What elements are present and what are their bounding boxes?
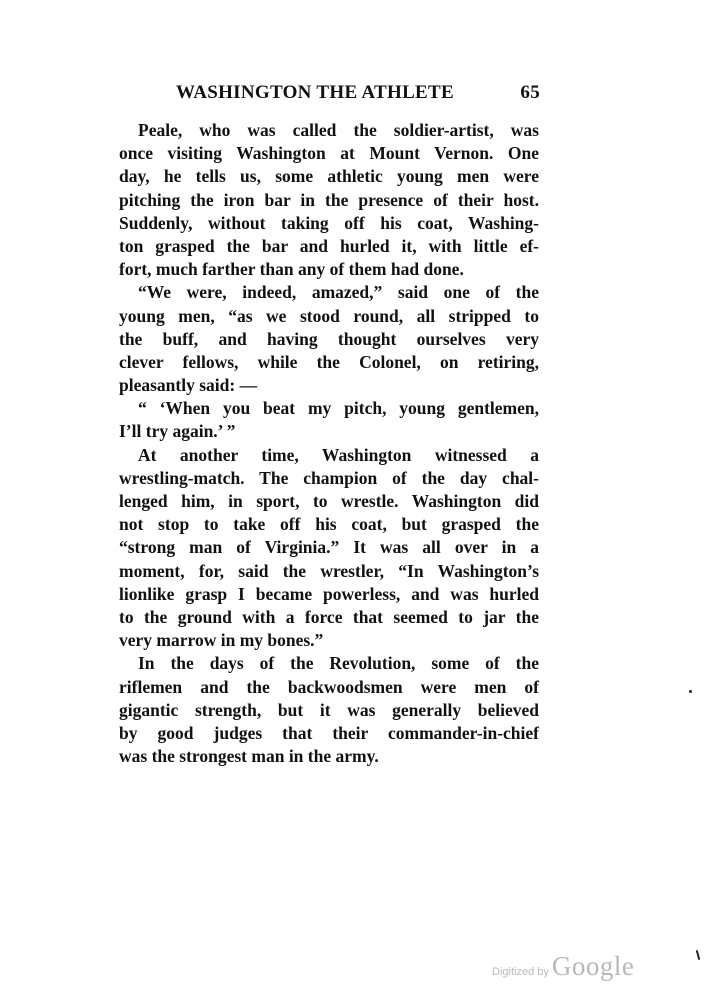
text-line: lenged him, in sport, to wrestle. Washington did: [119, 491, 539, 511]
text-line: was the strongest man in the army.: [119, 746, 379, 767]
text-line: day, he tells us, some athletic young men were: [119, 166, 539, 187]
text-line: ton grasped the bar and hurled it, with little ef-: [119, 235, 539, 256]
running-title: WASHINGTON THE ATHLETE: [176, 82, 454, 103]
text-line: Peale, who was called the soldier-artist, was: [138, 120, 539, 140]
text-line: gigantic strength, but it was generally believed: [119, 699, 539, 720]
text-line: At another time, Washington witnessed a: [138, 444, 539, 465]
watermark-brand: Google: [551, 951, 635, 981]
text-line: fort, much farther than any of them had done.: [119, 259, 464, 280]
page-number: 65: [520, 82, 540, 103]
text-line: not stop to take off his coat, but grasped the: [119, 514, 539, 535]
text-line: Suddenly, without taking off his coat, Washing-: [119, 212, 539, 233]
text-line: very marrow in my bones.”: [119, 630, 324, 651]
text-line: “ ‘When you beat my pitch, young gentlemen,: [138, 398, 539, 419]
text-line: the buff, and having thought ourselves very: [119, 328, 539, 349]
scan-mark: [696, 950, 701, 960]
body-text: [119, 119, 539, 768]
text-line: by good judges that their commander-in-chief: [119, 722, 539, 743]
text-line: pleasantly said: —: [119, 375, 258, 396]
text-line: “strong man of Virginia.” It was all over in a: [119, 537, 539, 558]
text-line: young men, “as we stood round, all stripped to: [119, 305, 539, 326]
text-line: wrestling-match. The champion of the day chal-: [119, 467, 539, 488]
text-line: to the ground with a force that seemed to jar the: [119, 606, 539, 627]
text-line: I’ll try again.’ ”: [119, 421, 236, 442]
watermark-prefix: Digitized by: [492, 966, 549, 978]
digitized-by-google-watermark: [492, 951, 634, 983]
text-line: pitching the iron bar in the presence of their host.: [119, 189, 539, 210]
text-line: clever fellows, while the Colonel, on retiring,: [119, 351, 539, 372]
text-line: riflemen and the backwoodsmen were men of: [119, 676, 539, 697]
running-head: [176, 82, 540, 106]
text-line: moment, for, said the wrestler, “In Washington’s: [119, 560, 539, 581]
text-line: once visiting Washington at Mount Vernon. One: [119, 143, 539, 164]
text-line: “We were, indeed, amazed,” said one of the: [138, 282, 539, 303]
scan-speck: [689, 690, 692, 693]
text-line: lionlike grasp I became powerless, and was hurled: [119, 583, 539, 604]
text-line: In the days of the Revolution, some of the: [138, 653, 539, 674]
